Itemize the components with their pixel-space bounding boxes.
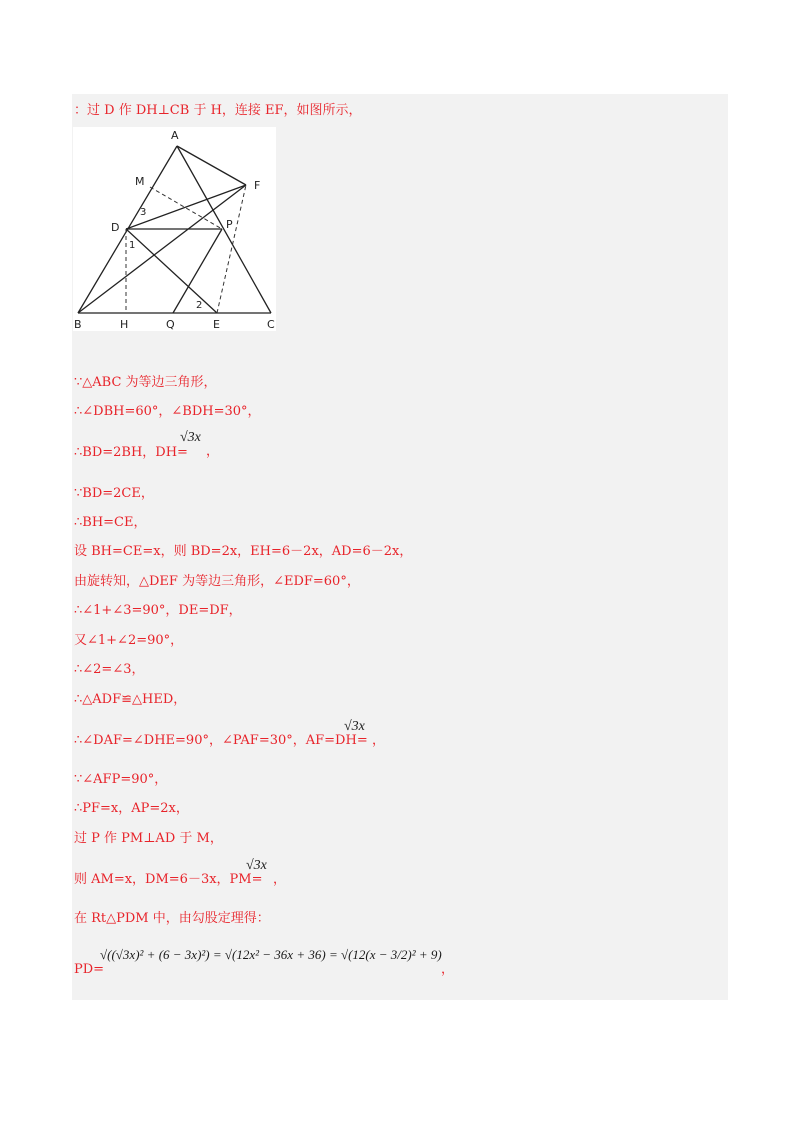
text-line: 设 BH=CE=x，则 BD=2x，EH=6－2x，AD=6－2x，: [74, 544, 413, 559]
formula-part-1: √((√3x)² + (6 − 3x)²): [100, 947, 210, 962]
pd-formula: [100, 947, 442, 963]
text-line: ∴∠DAF=∠DHE=90°，∠PAF=30°，AF=DH=: [74, 733, 368, 748]
label-M: M: [135, 175, 145, 188]
comma: ，: [273, 872, 287, 887]
text-line: PD=: [74, 962, 105, 977]
geometry-figure: [73, 127, 276, 331]
text-line: 则 AM=x，DM=6－3x，PM=: [74, 872, 263, 887]
sqrt3x-expr: √3x: [180, 430, 201, 445]
text-line: ∵BD=2CE，: [74, 486, 154, 501]
text-line: 又∠1+∠2=90°，: [74, 633, 184, 648]
text-line: ∴BH=CE，: [74, 515, 147, 530]
label-D: D: [111, 221, 120, 234]
text-line: 在 Rt△PDM 中，由勾股定理得：: [74, 911, 270, 926]
comma: ，: [441, 962, 455, 977]
intro-line: ：过 D 作 DH⊥CB 于 H，连接 EF，如图所示，: [74, 103, 362, 118]
formula-part-2: = √(12x² − 36x + 36): [212, 947, 326, 962]
text-line: ∴∠2=∠3，: [74, 662, 145, 677]
text-line: 过 P 作 PM⊥AD 于 M，: [74, 831, 223, 846]
angle-label-1: 1: [129, 240, 136, 251]
sqrt3x-expr: √3x: [344, 719, 365, 734]
comma: ，: [372, 733, 386, 748]
text-line: ∵∠AFP=90°，: [74, 772, 168, 787]
label-P: P: [226, 218, 233, 231]
text-line: ∴∠DBH=60°，∠BDH=30°，: [74, 404, 261, 419]
text-line: ∵△ABC 为等边三角形，: [74, 375, 217, 390]
text-line: 由旋转知，△DEF 为等边三角形，∠EDF=60°，: [74, 574, 360, 589]
text-line: [74, 445, 188, 461]
label-A: A: [171, 129, 179, 142]
angle-label-2: 2: [196, 300, 203, 311]
formula-part-3: = √(12(x − 3/2)² + 9): [328, 947, 442, 962]
text-span: ∴BD=2BH，DH=: [74, 445, 188, 460]
geometry-svg: [73, 127, 276, 331]
label-C: C: [267, 318, 275, 331]
label-H: H: [120, 318, 129, 331]
label-F: F: [254, 179, 261, 192]
sqrt3x-expr: √3x: [246, 858, 267, 873]
label-E: E: [213, 318, 220, 331]
label-Q: Q: [166, 318, 175, 331]
angle-label-3: 3: [140, 207, 147, 218]
label-B: B: [74, 318, 82, 331]
text-line: ∴∠1+∠3=90°，DE=DF，: [74, 603, 242, 618]
text-line: ∴△ADF≌△HED，: [74, 692, 187, 707]
text-line: ∴PF=x，AP=2x，: [74, 801, 189, 816]
comma: ，: [206, 444, 220, 459]
